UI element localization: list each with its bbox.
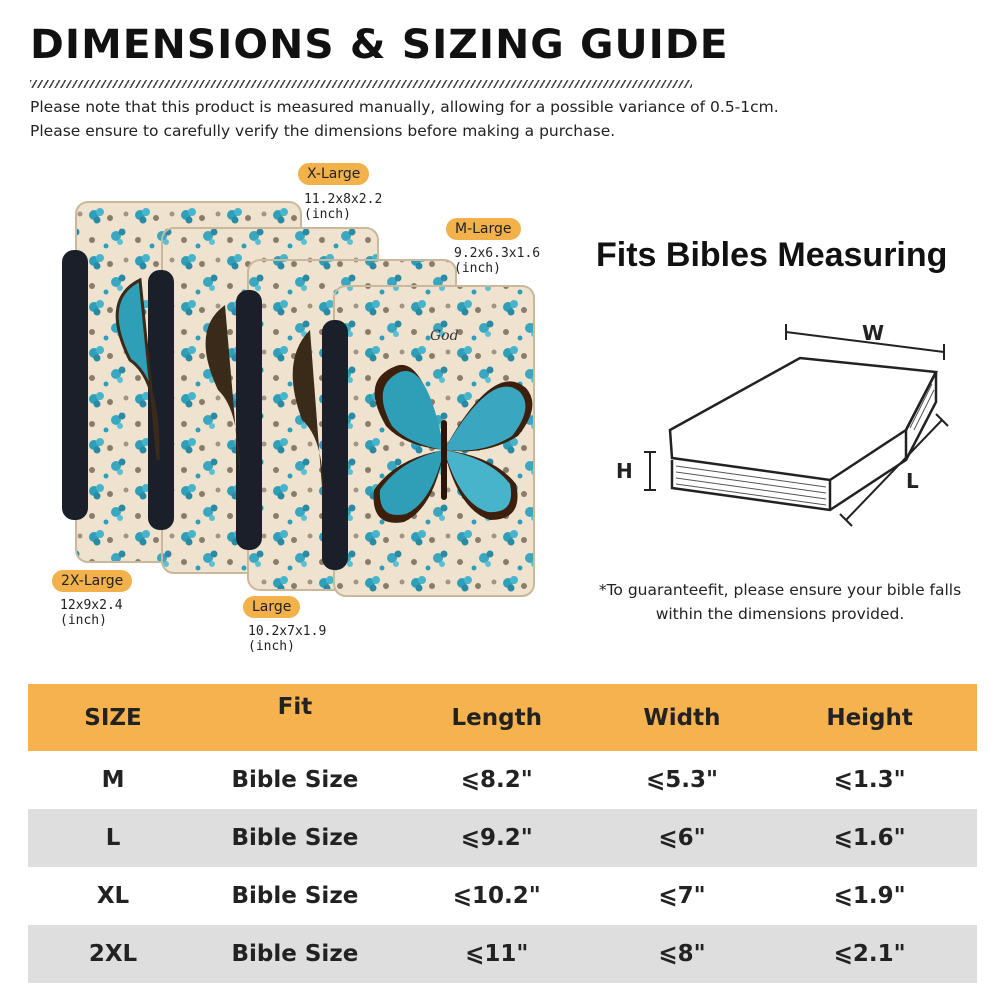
cell-height: ⩽2.1" (762, 925, 977, 983)
length-label: L (906, 469, 919, 493)
table-row (28, 867, 977, 925)
cell-height: ⩽1.3" (833, 767, 906, 793)
page-title: DIMENSIONS & SIZING GUIDE (30, 22, 729, 68)
cell-length: ⩽8.2" (460, 767, 533, 793)
book-diagram (600, 310, 970, 540)
verify-note: Please ensure to carefully verify the dimensions before making a purchase. (30, 122, 616, 140)
cell-height: ⩽1.9" (833, 883, 906, 909)
header-height: Height (762, 684, 977, 751)
cell-length: ⩽11" (392, 925, 602, 983)
title-underline (30, 80, 692, 88)
size-tag-xlarge: X-Large (298, 163, 369, 185)
dims-2xlarge: 12x9x2.4 (inch) (60, 598, 123, 628)
cell-fit: Bible Size (231, 767, 359, 793)
header-size: SIZE (28, 684, 198, 751)
height-label: H (616, 459, 633, 483)
dims-large: 10.2x7x1.9 (inch) (248, 624, 327, 654)
product-image (40, 160, 560, 670)
table-row (28, 925, 977, 983)
cell-size: L (28, 809, 198, 867)
cell-fit: Bible Size (198, 925, 392, 983)
cell-fit: Bible Size (231, 883, 359, 909)
cell-width: ⩽5.3" (645, 767, 718, 793)
size-tag-mlarge: M-Large (446, 218, 521, 240)
cell-size: XL (96, 883, 130, 909)
width-label: W (862, 321, 885, 345)
dims-mlarge: 9.2x6.3x1.6 (inch) (454, 246, 541, 276)
cover-text: God (430, 328, 459, 344)
size-tag-large: Large (243, 596, 300, 618)
size-table (28, 684, 977, 983)
fit-note: *To guaranteefit, please ensure your bible falls within the dimensions provided. (598, 581, 962, 623)
cell-length: ⩽10.2" (452, 883, 541, 909)
table-row (28, 751, 977, 809)
cell-width: ⩽7" (658, 883, 706, 909)
measurement-note: Please note that this product is measured manually, allowing for a possible variance of 0.5-1cm. (30, 98, 779, 116)
table-header-row (28, 684, 977, 751)
table-row (28, 809, 977, 867)
cell-width: ⩽8" (602, 925, 763, 983)
cell-length: ⩽9.2" (392, 809, 602, 867)
cell-size: 2XL (28, 925, 198, 983)
cell-size: M (101, 767, 125, 793)
size-tag-2xlarge: 2X-Large (52, 570, 132, 592)
cell-width: ⩽6" (602, 809, 763, 867)
cell-height: ⩽1.6" (762, 809, 977, 867)
cell-fit: Bible Size (198, 809, 392, 867)
dims-xlarge: 11.2x8x2.2 (inch) (304, 192, 383, 222)
header-fit: Fit (198, 684, 392, 751)
header-width: Width (602, 684, 763, 751)
measure-title: Fits Bibles Measuring (596, 236, 948, 274)
header-length: Length (392, 684, 602, 751)
